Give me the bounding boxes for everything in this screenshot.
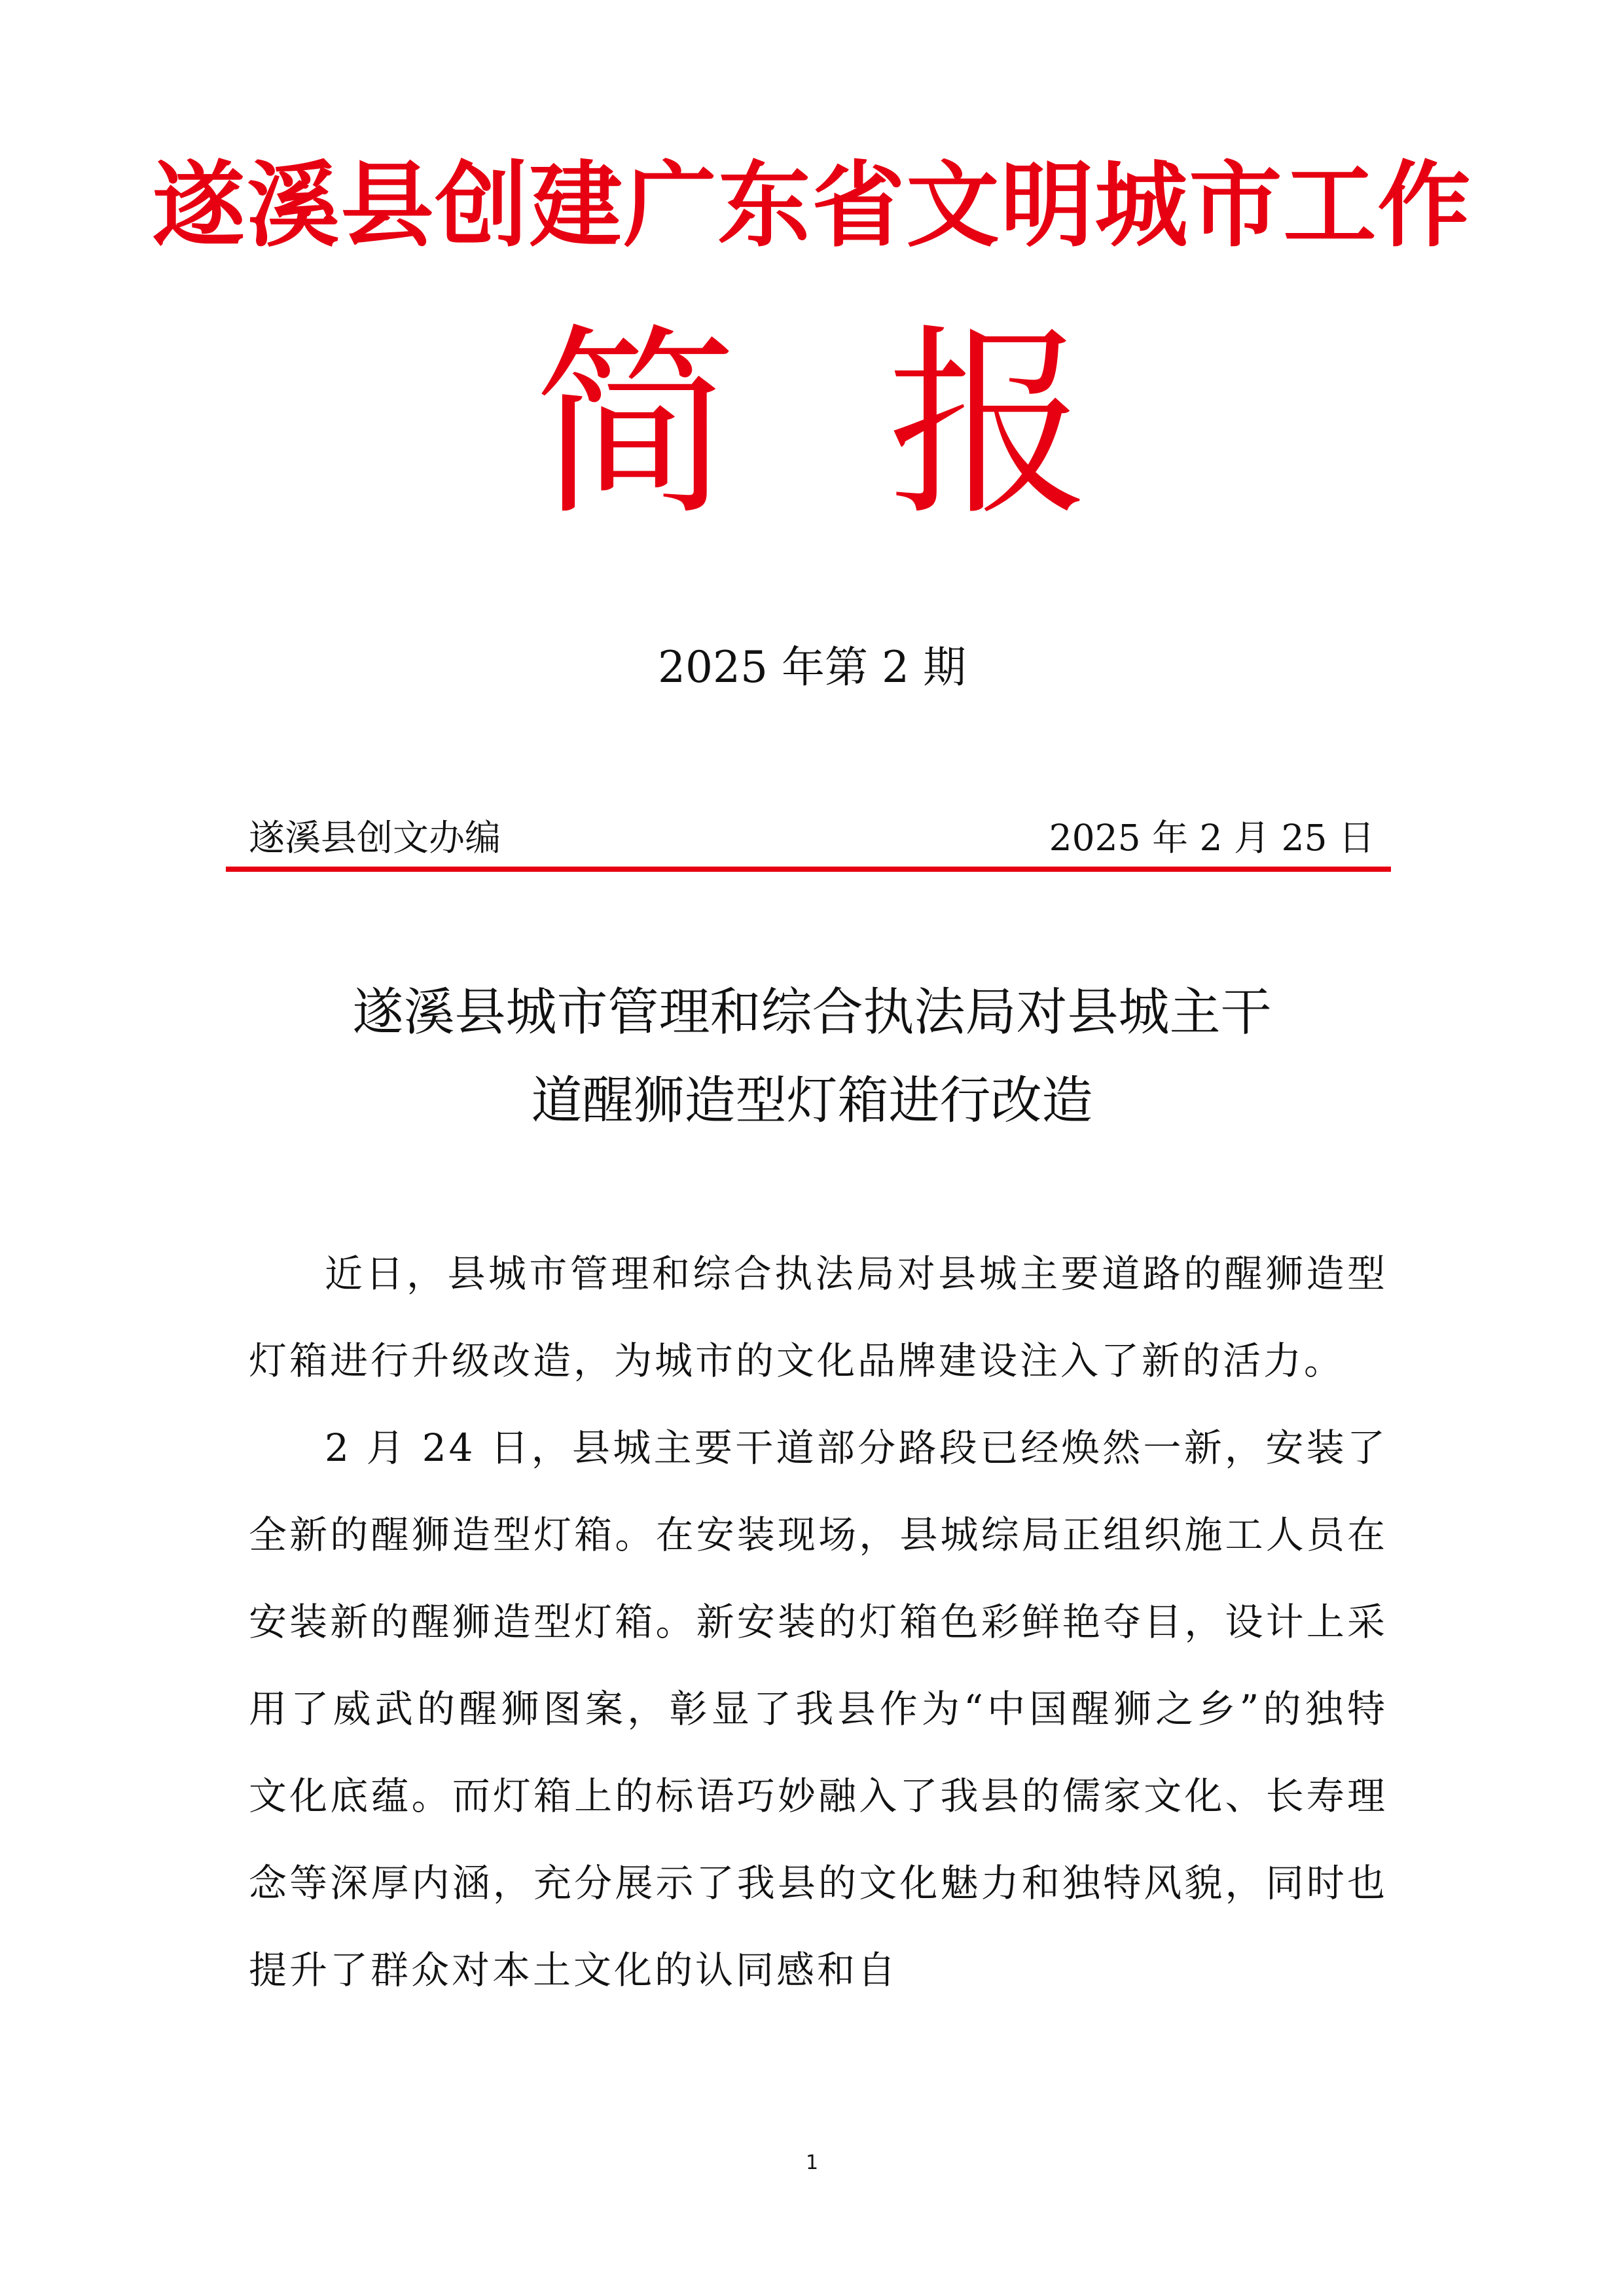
paragraph: 2 月 24 日，县城主要干道部分路段已经焕然一新，安装了全新的醒狮造型灯箱。在安装现场，县城综局正组织施工人员在安装新的醒狮造型灯箱。新安装的灯箱色彩鲜艳夺目，设计上采用了威武的醒狮图案，彰显了我县作为“中国醒狮之乡”的独特文化底蕴。而灯箱上的标语巧妙融入了我县的儒家文化、长寿理念等深厚内涵，充分展示了我县的文化魅力和独特风貌，同时也提升了群众对本土文化的认同感和自 bbox=[249, 1426, 1388, 1992]
brief-char-1: 简 bbox=[533, 307, 737, 543]
headline-line-2: 道醒狮造型灯箱进行改造 bbox=[531, 1071, 1093, 1130]
brief-char-2: 报 bbox=[887, 307, 1091, 543]
publish-date: 2025 年 2 月 25 日 bbox=[1049, 817, 1375, 859]
headline-line-1: 遂溪县城市管理和综合执法局对县城主干 bbox=[352, 983, 1272, 1042]
paragraph: 近日，县城市管理和综合执法局对县城主要道路的醒狮造型灯箱进行升级改造，为城市的文化品牌建设注入了新的活力。 bbox=[249, 1251, 1388, 1383]
page-number: 1 bbox=[805, 2151, 819, 2174]
issue-number: 2025 年第 2 期 bbox=[658, 642, 966, 692]
editor-row bbox=[249, 812, 1375, 864]
article-body bbox=[249, 1230, 1388, 2014]
article-headline bbox=[0, 969, 1624, 1145]
editor-office: 遂溪县创文办编 bbox=[249, 817, 501, 859]
red-divider bbox=[226, 867, 1391, 872]
masthead-title: 遂溪县创建广东省文明城市工作 bbox=[152, 152, 1472, 260]
masthead-brief-label bbox=[0, 308, 1624, 543]
